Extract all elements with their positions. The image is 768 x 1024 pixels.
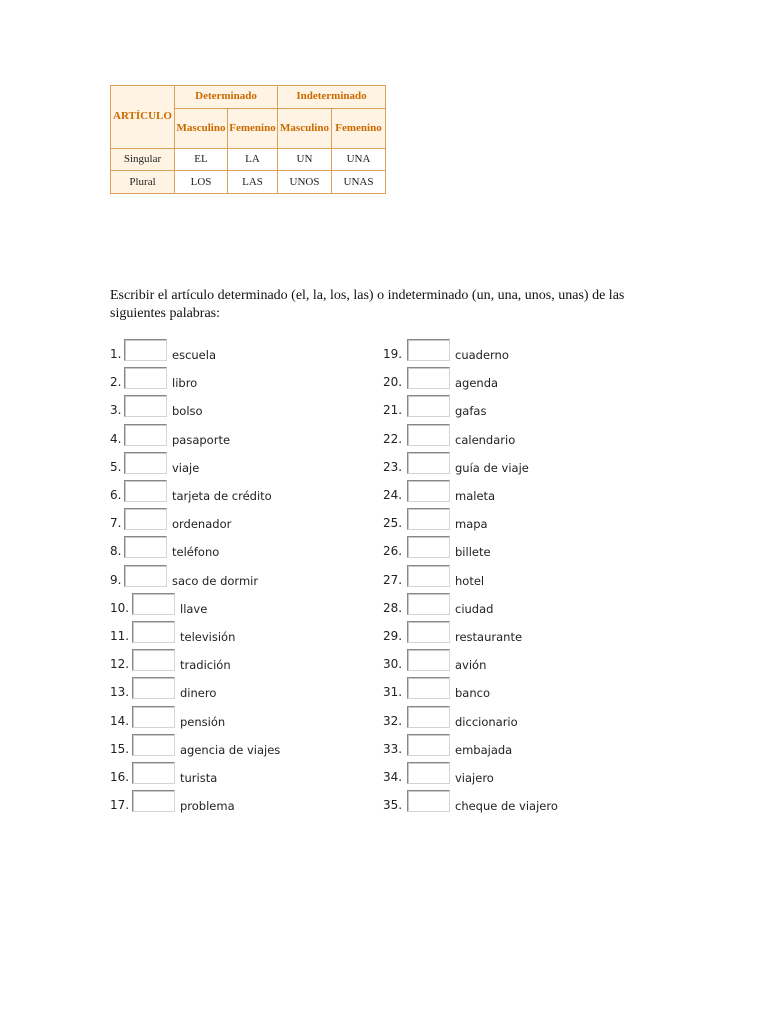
item-word: turista xyxy=(180,771,218,785)
exercise-item xyxy=(110,565,360,589)
item-word: pensión xyxy=(180,714,226,729)
item-word: dinero xyxy=(180,686,217,701)
exercise-item xyxy=(383,339,633,363)
exercise-item xyxy=(383,649,633,673)
item-word: mapa xyxy=(455,517,488,532)
answer-field[interactable] xyxy=(124,508,167,530)
exercise-item xyxy=(110,762,360,786)
item-number: 19. xyxy=(383,347,403,361)
answer-field[interactable] xyxy=(407,565,450,587)
item-word: avión xyxy=(455,658,487,673)
subhead-masculino: Masculino xyxy=(175,108,228,148)
exercise-item xyxy=(110,452,360,476)
item-number: 29. xyxy=(383,629,403,643)
item-number: 32. xyxy=(383,713,403,728)
table-cell: UNAS xyxy=(332,171,386,194)
subhead-femenino: Femenino xyxy=(332,108,386,148)
item-number: 11. xyxy=(110,629,130,643)
exercise-item xyxy=(383,480,633,504)
table-cell: UN xyxy=(278,148,332,171)
exercise-item xyxy=(383,367,633,391)
answer-field[interactable] xyxy=(132,706,175,728)
item-number: 30. xyxy=(383,657,403,672)
exercise-item xyxy=(383,706,633,730)
exercise-item xyxy=(383,790,633,814)
item-word: banco xyxy=(455,686,490,701)
item-word: ordenador xyxy=(172,517,232,532)
answer-field[interactable] xyxy=(407,762,450,784)
exercise-item xyxy=(383,536,633,560)
item-number: 13. xyxy=(110,685,130,700)
item-word: diccionario xyxy=(455,714,518,729)
answer-field[interactable] xyxy=(407,677,450,699)
item-word: agencia de viajes xyxy=(180,742,281,757)
item-number: 21. xyxy=(383,403,403,418)
answer-field[interactable] xyxy=(407,706,450,728)
item-number: 23. xyxy=(383,459,403,474)
exercise-item xyxy=(110,508,360,532)
subhead-masculino: Masculino xyxy=(278,108,332,148)
item-number: 4. xyxy=(110,431,122,446)
item-word: guía de viaje xyxy=(455,460,529,475)
item-word: cuaderno xyxy=(455,348,509,362)
item-number: 9. xyxy=(110,572,122,587)
table-row xyxy=(111,171,386,194)
exercise-item xyxy=(110,790,360,814)
exercise-item xyxy=(383,734,633,758)
answer-field[interactable] xyxy=(124,395,167,417)
answer-field[interactable] xyxy=(132,649,175,671)
table-cell: EL xyxy=(175,148,228,171)
item-word: viajero xyxy=(455,771,494,785)
item-word: agenda xyxy=(455,376,499,391)
exercise-item xyxy=(110,480,360,504)
item-word: tarjeta de crédito xyxy=(172,489,272,503)
answer-field[interactable] xyxy=(124,424,167,446)
answer-field[interactable] xyxy=(407,395,450,417)
answer-field[interactable] xyxy=(407,480,450,502)
row-label: Plural xyxy=(111,171,175,194)
answer-field[interactable] xyxy=(407,536,450,558)
exercise-item xyxy=(383,762,633,786)
item-number: 7. xyxy=(110,516,122,531)
item-number: 6. xyxy=(110,488,122,502)
answer-field[interactable] xyxy=(132,677,175,699)
determinado-header: Determinado xyxy=(175,86,278,109)
item-word: restaurante xyxy=(455,630,523,644)
article-table xyxy=(110,85,386,194)
exercise-item xyxy=(110,536,360,560)
answer-field[interactable] xyxy=(407,649,450,671)
answer-field[interactable] xyxy=(124,367,167,389)
table-cell: LA xyxy=(228,148,278,171)
item-number: 5. xyxy=(110,459,122,474)
answer-field[interactable] xyxy=(124,565,167,587)
item-word: teléfono xyxy=(172,545,220,560)
table-cell: LOS xyxy=(175,171,228,194)
answer-field[interactable] xyxy=(124,452,167,474)
answer-field[interactable] xyxy=(407,508,450,530)
exercise-item xyxy=(110,367,360,391)
table-row xyxy=(111,148,386,171)
exercise-item xyxy=(110,621,360,645)
row-label: Singular xyxy=(111,148,175,171)
answer-field[interactable] xyxy=(124,480,167,502)
item-word: televisión xyxy=(180,630,236,644)
answer-field[interactable] xyxy=(124,339,167,361)
exercise-item xyxy=(110,706,360,730)
item-number: 35. xyxy=(383,798,403,813)
answer-field[interactable] xyxy=(407,621,450,643)
item-word: llave xyxy=(180,601,208,616)
item-word: hotel xyxy=(455,573,485,588)
item-word: libro xyxy=(172,376,198,391)
exercise-item xyxy=(110,649,360,673)
item-number: 22. xyxy=(383,431,403,446)
item-number: 34. xyxy=(383,770,403,784)
item-number: 1. xyxy=(110,347,122,361)
item-word: tradición xyxy=(180,658,231,673)
item-number: 16. xyxy=(110,770,130,784)
exercise-item xyxy=(110,593,360,617)
item-number: 15. xyxy=(110,741,130,756)
item-word: viaje xyxy=(172,460,200,475)
answer-field[interactable] xyxy=(124,536,167,558)
exercise-item xyxy=(383,424,633,448)
exercise-item xyxy=(110,677,360,701)
item-number: 8. xyxy=(110,544,122,559)
item-word: calendario xyxy=(455,432,516,447)
exercise-item xyxy=(383,565,633,589)
item-word: billete xyxy=(455,545,491,560)
item-number: 27. xyxy=(383,572,403,587)
answer-field[interactable] xyxy=(407,790,450,812)
answer-field[interactable] xyxy=(407,452,450,474)
answer-field[interactable] xyxy=(407,593,450,615)
exercise-item xyxy=(383,508,633,532)
item-number: 33. xyxy=(383,741,403,756)
item-number: 12. xyxy=(110,657,130,672)
answer-field[interactable] xyxy=(407,424,450,446)
table-cell: UNOS xyxy=(278,171,332,194)
exercise-item xyxy=(110,734,360,758)
answer-field[interactable] xyxy=(407,734,450,756)
item-word: pasaporte xyxy=(172,432,231,447)
item-word: escuela xyxy=(172,348,216,362)
item-word: cheque de viajero xyxy=(455,799,558,814)
item-word: problema xyxy=(180,799,235,814)
item-number: 17. xyxy=(110,798,130,813)
exercise-item xyxy=(383,452,633,476)
item-number: 2. xyxy=(110,375,122,390)
subhead-femenino: Femenino xyxy=(228,108,278,148)
instructions: Escribir el artículo determinado (el, la, los, las) o indeterminado (un, una, unos, unas) de las siguientes palabras: xyxy=(110,288,625,321)
item-number: 24. xyxy=(383,488,403,502)
exercise-item xyxy=(110,424,360,448)
item-word: embajada xyxy=(455,742,513,757)
answer-field[interactable] xyxy=(132,621,175,643)
item-word: ciudad xyxy=(455,601,494,616)
table-cell: LAS xyxy=(228,171,278,194)
exercise-item xyxy=(110,339,360,363)
exercise-item xyxy=(383,621,633,645)
item-number: 3. xyxy=(110,403,122,418)
exercise-item xyxy=(383,677,633,701)
answer-field[interactable] xyxy=(132,593,175,615)
table-cell: UNA xyxy=(332,148,386,171)
indeterminado-header: Indeterminado xyxy=(278,86,386,109)
exercise-item xyxy=(383,395,633,419)
answer-field[interactable] xyxy=(132,734,175,756)
item-number: 14. xyxy=(110,713,130,728)
article-header: ARTÍCULO xyxy=(111,86,175,149)
answer-field[interactable] xyxy=(407,339,450,361)
answer-field[interactable] xyxy=(407,367,450,389)
answer-field[interactable] xyxy=(132,762,175,784)
item-number: 26. xyxy=(383,544,403,559)
item-number: 25. xyxy=(383,516,403,531)
item-word: gafas xyxy=(455,404,487,419)
item-number: 10. xyxy=(110,600,130,615)
item-word: saco de dormir xyxy=(172,573,259,588)
item-word: maleta xyxy=(455,489,496,503)
answer-field[interactable] xyxy=(132,790,175,812)
exercise-item xyxy=(383,593,633,617)
exercise-item xyxy=(110,395,360,419)
item-number: 31. xyxy=(383,685,403,700)
item-word: bolso xyxy=(172,404,203,419)
item-number: 20. xyxy=(383,375,403,390)
item-number: 28. xyxy=(383,600,403,615)
